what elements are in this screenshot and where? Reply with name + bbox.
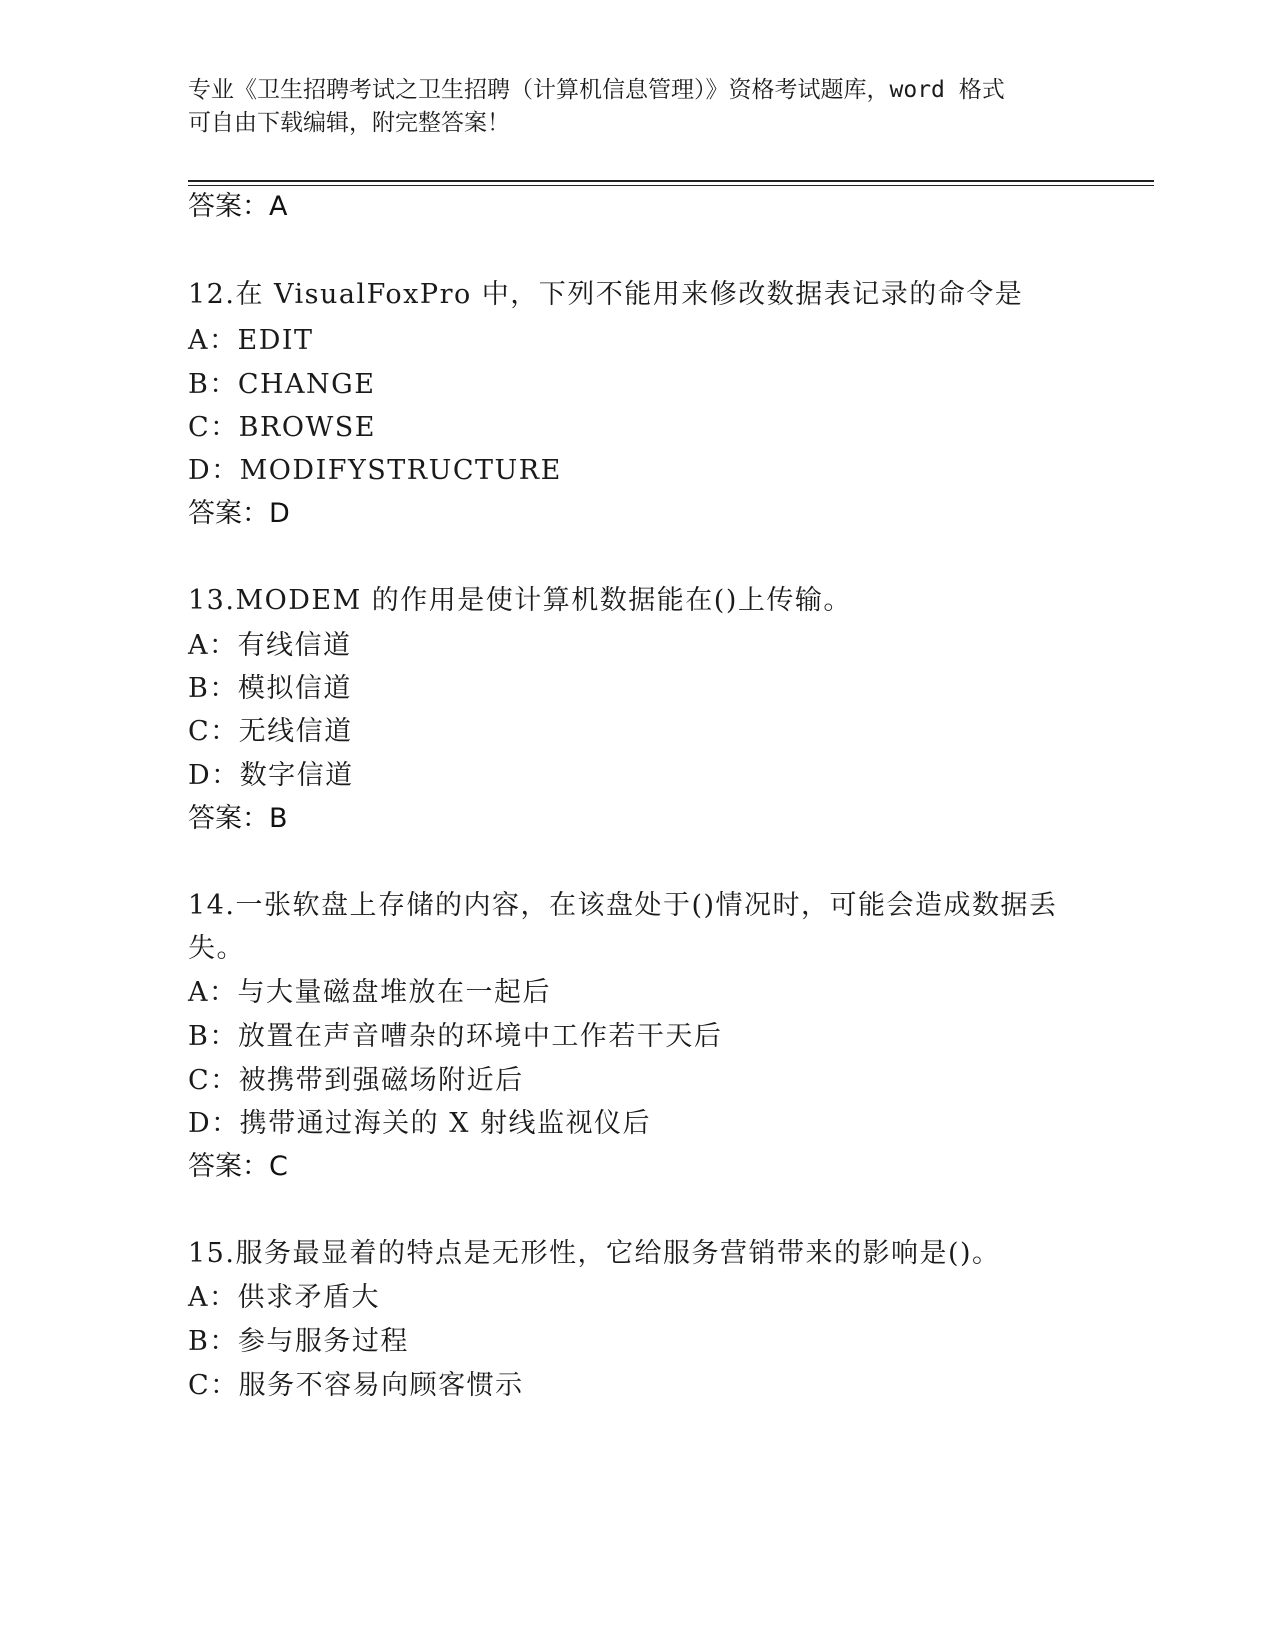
question-15-option-b: B：参与服务过程 xyxy=(188,1326,409,1357)
question-14-text-line-1: 14.一张软盘上存储的内容，在该盘处于()情况时，可能会造成数据丢 xyxy=(188,890,1058,921)
answer-12: 答案：D xyxy=(188,498,290,529)
question-12-option-c: C：BROWSE xyxy=(188,412,376,443)
question-12-option-b: B：CHANGE xyxy=(188,369,376,400)
question-15-option-c: C：服务不容易向顾客惯示 xyxy=(188,1370,524,1401)
header-divider-thick xyxy=(188,180,1154,182)
question-13-option-a: A：有线信道 xyxy=(188,630,352,661)
question-13-text: 13.MODEM 的作用是使计算机数据能在()上传输。 xyxy=(188,585,852,616)
header-line-2: 可自由下载编辑，附完整答案！ xyxy=(188,110,510,136)
question-15-text: 15.服务最显着的特点是无形性，它给服务营销带来的影响是()。 xyxy=(188,1238,1001,1269)
question-14-option-b: B：放置在声音嘈杂的环境中工作若干天后 xyxy=(188,1021,723,1052)
question-13-option-c: C：无线信道 xyxy=(188,716,353,747)
document-header xyxy=(188,74,1088,140)
question-15-option-a: A：供求矛盾大 xyxy=(188,1282,380,1313)
question-12-option-a: A：EDIT xyxy=(188,325,314,356)
question-12-option-d: D：MODIFYSTRUCTURE xyxy=(188,455,562,486)
question-14-option-d: D：携带通过海关的 X 射线监视仪后 xyxy=(188,1108,652,1139)
answer-13: 答案：B xyxy=(188,803,288,834)
header-divider-thin xyxy=(188,185,1154,186)
question-13-option-b: B：模拟信道 xyxy=(188,673,352,704)
answer-11: 答案：A xyxy=(188,191,288,222)
question-14-option-a: A：与大量磁盘堆放在一起后 xyxy=(188,977,551,1008)
question-14-option-c: C：被携带到强磁场附近后 xyxy=(188,1065,524,1096)
answer-14: 答案：C xyxy=(188,1151,288,1182)
header-line-1: 专业《卫生招聘考试之卫生招聘（计算机信息管理）》资格考试题库，word 格式 xyxy=(188,77,1005,103)
question-14-text-line-2: 失。 xyxy=(188,933,245,964)
question-13-option-d: D：数字信道 xyxy=(188,760,354,791)
question-12-text: 12.在 VisualFoxPro 中，下列不能用来修改数据表记录的命令是 xyxy=(188,279,1024,310)
